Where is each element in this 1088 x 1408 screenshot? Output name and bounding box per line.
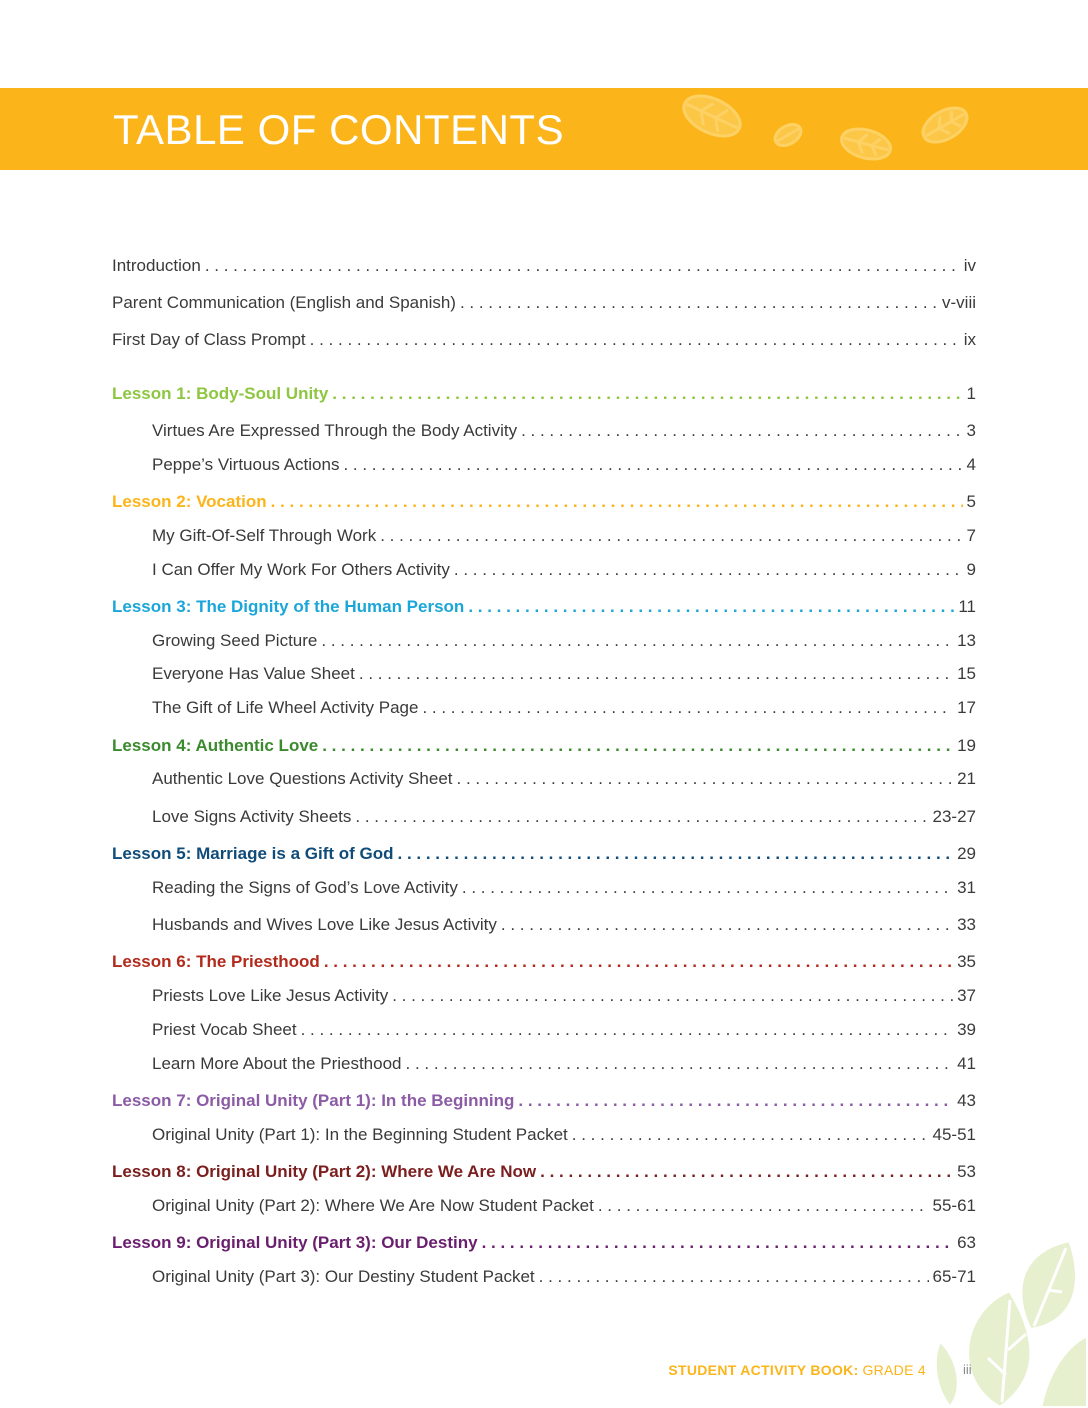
toc-entry[interactable] xyxy=(152,805,976,829)
toc-entry-label: My Gift-Of-Self Through Work xyxy=(152,526,377,545)
toc-entry[interactable] xyxy=(152,696,976,720)
toc-lesson-5[interactable] xyxy=(112,842,976,866)
toc-entry[interactable] xyxy=(152,662,976,686)
toc-entry-introduction[interactable] xyxy=(112,254,976,278)
toc-entry-label: Love Signs Activity Sheets xyxy=(152,807,352,826)
toc-entry-label: Priest Vocab Sheet xyxy=(152,1020,297,1039)
toc-entry-label: I Can Offer My Work For Others Activity xyxy=(152,560,450,579)
footer-book-title: STUDENT ACTIVITY BOOK: xyxy=(668,1362,859,1378)
toc-entry[interactable] xyxy=(152,1018,976,1042)
toc-entry-page: 43 xyxy=(957,1091,976,1110)
toc-entry-page: 39 xyxy=(957,1020,976,1039)
toc-lesson-label: Lesson 2: Vocation xyxy=(112,492,267,511)
footer-grade: GRADE 4 xyxy=(862,1362,926,1378)
footer xyxy=(668,1360,926,1380)
toc-entry-label: Original Unity (Part 1): In the Beginning Student Packet xyxy=(152,1125,568,1144)
toc-entry-page: 3 xyxy=(966,421,976,440)
toc-entry-label: Learn More About the Priesthood xyxy=(152,1054,402,1073)
toc-entry-label: Parent Communication (English and Spanish) xyxy=(112,293,456,312)
toc-entry[interactable] xyxy=(152,1194,976,1218)
toc-entry-page: 31 xyxy=(957,878,976,897)
toc-entry-page: 21 xyxy=(957,769,976,788)
toc-entry[interactable] xyxy=(152,1123,976,1147)
toc-lesson-label: Lesson 8: Original Unity (Part 2): Where We Are Now xyxy=(112,1162,537,1181)
toc-entry[interactable] xyxy=(152,453,976,477)
toc-lesson-7[interactable] xyxy=(112,1089,976,1113)
toc-entry-page: 13 xyxy=(957,631,976,650)
toc-lesson-3[interactable] xyxy=(112,595,976,619)
toc-entry-label: Growing Seed Picture xyxy=(152,631,318,650)
toc-entry-label: First Day of Class Prompt xyxy=(112,330,306,349)
corner-leaf-icon xyxy=(930,1230,1088,1408)
toc-lesson-label: Lesson 4: Authentic Love xyxy=(112,736,319,755)
toc-entry[interactable] xyxy=(152,558,976,582)
toc-entry-page: 35 xyxy=(957,952,976,971)
toc-entry-label: Original Unity (Part 3): Our Destiny Student Packet xyxy=(152,1267,535,1286)
toc-lesson-label: Lesson 3: The Dignity of the Human Person xyxy=(112,597,465,616)
toc-entry-page: 7 xyxy=(966,526,976,545)
toc-entry-page: 4 xyxy=(966,455,976,474)
toc-entry[interactable] xyxy=(152,876,976,900)
toc-lesson-4[interactable] xyxy=(112,734,976,758)
toc-entry-page: 37 xyxy=(957,986,976,1005)
toc-lesson-2[interactable] xyxy=(112,490,976,514)
toc-lesson-label: Lesson 1: Body-Soul Unity xyxy=(112,384,329,403)
toc-entry-page: 9 xyxy=(966,560,976,579)
toc-lesson-label: Lesson 7: Original Unity (Part 1): In the Beginning xyxy=(112,1091,515,1110)
toc-entry-label: Reading the Signs of God’s Love Activity xyxy=(152,878,458,897)
toc-entry-page: 65-71 xyxy=(932,1267,976,1286)
toc-entry-page: 45-51 xyxy=(932,1125,976,1144)
toc-entry[interactable] xyxy=(152,419,976,443)
toc-entry-page: 33 xyxy=(957,915,976,934)
toc-entry-label: Priests Love Like Jesus Activity xyxy=(152,986,389,1005)
toc-entry-page: 55-61 xyxy=(932,1196,976,1215)
toc-entry-page: ix xyxy=(963,330,976,349)
toc-entry-page: 5 xyxy=(966,492,976,511)
toc-entry-label: The Gift of Life Wheel Activity Page xyxy=(152,698,419,717)
toc-lesson-6[interactable] xyxy=(112,950,976,974)
page-number: iii xyxy=(963,1362,972,1377)
toc-entry[interactable] xyxy=(152,524,976,548)
toc-lesson-label: Lesson 6: The Priesthood xyxy=(112,952,320,971)
toc-entry-page: 63 xyxy=(957,1233,976,1252)
toc-entry[interactable] xyxy=(152,984,976,1008)
toc-entry-label: Authentic Love Questions Activity Sheet xyxy=(152,769,453,788)
toc-entry[interactable] xyxy=(152,767,976,791)
toc-entry-page: 15 xyxy=(957,664,976,683)
toc-entry-label: Husbands and Wives Love Like Jesus Activity xyxy=(152,915,497,934)
toc-entry-page: 29 xyxy=(957,844,976,863)
toc-entry-first-day-prompt[interactable] xyxy=(112,328,976,352)
toc-entry-label: Introduction xyxy=(112,256,201,275)
toc-lesson-1[interactable] xyxy=(112,382,976,406)
toc-entry[interactable] xyxy=(152,913,976,937)
toc-entry-page: 41 xyxy=(957,1054,976,1073)
toc-entry-page: iv xyxy=(963,256,976,275)
page-title: TABLE OF CONTENTS xyxy=(113,106,565,153)
toc-entry-page: 17 xyxy=(957,698,976,717)
toc-lesson-8[interactable] xyxy=(112,1160,976,1184)
toc-lesson-label: Lesson 9: Original Unity (Part 3): Our Destiny xyxy=(112,1233,478,1252)
toc-entry-label: Everyone Has Value Sheet xyxy=(152,664,355,683)
toc-entry[interactable] xyxy=(152,629,976,653)
toc-entry[interactable] xyxy=(152,1265,976,1289)
toc-lesson-9[interactable] xyxy=(112,1231,976,1255)
toc-entry-page: v-viii xyxy=(942,293,976,312)
toc-entry-label: Original Unity (Part 2): Where We Are Now Student Packet xyxy=(152,1196,594,1215)
toc-entry-page: 11 xyxy=(958,597,976,616)
toc-entry-page: 1 xyxy=(966,384,976,403)
toc-entry-page: 19 xyxy=(957,736,976,755)
toc-entry-label: Peppe’s Virtuous Actions xyxy=(152,455,340,474)
toc-entry[interactable] xyxy=(152,1052,976,1076)
toc-entry-page: 23-27 xyxy=(932,807,976,826)
toc-entry-parent-communication[interactable] xyxy=(112,291,976,315)
toc-entry-page: 53 xyxy=(957,1162,976,1181)
toc-entry-label: Virtues Are Expressed Through the Body Activity xyxy=(152,421,518,440)
toc-lesson-label: Lesson 5: Marriage is a Gift of God xyxy=(112,844,394,863)
